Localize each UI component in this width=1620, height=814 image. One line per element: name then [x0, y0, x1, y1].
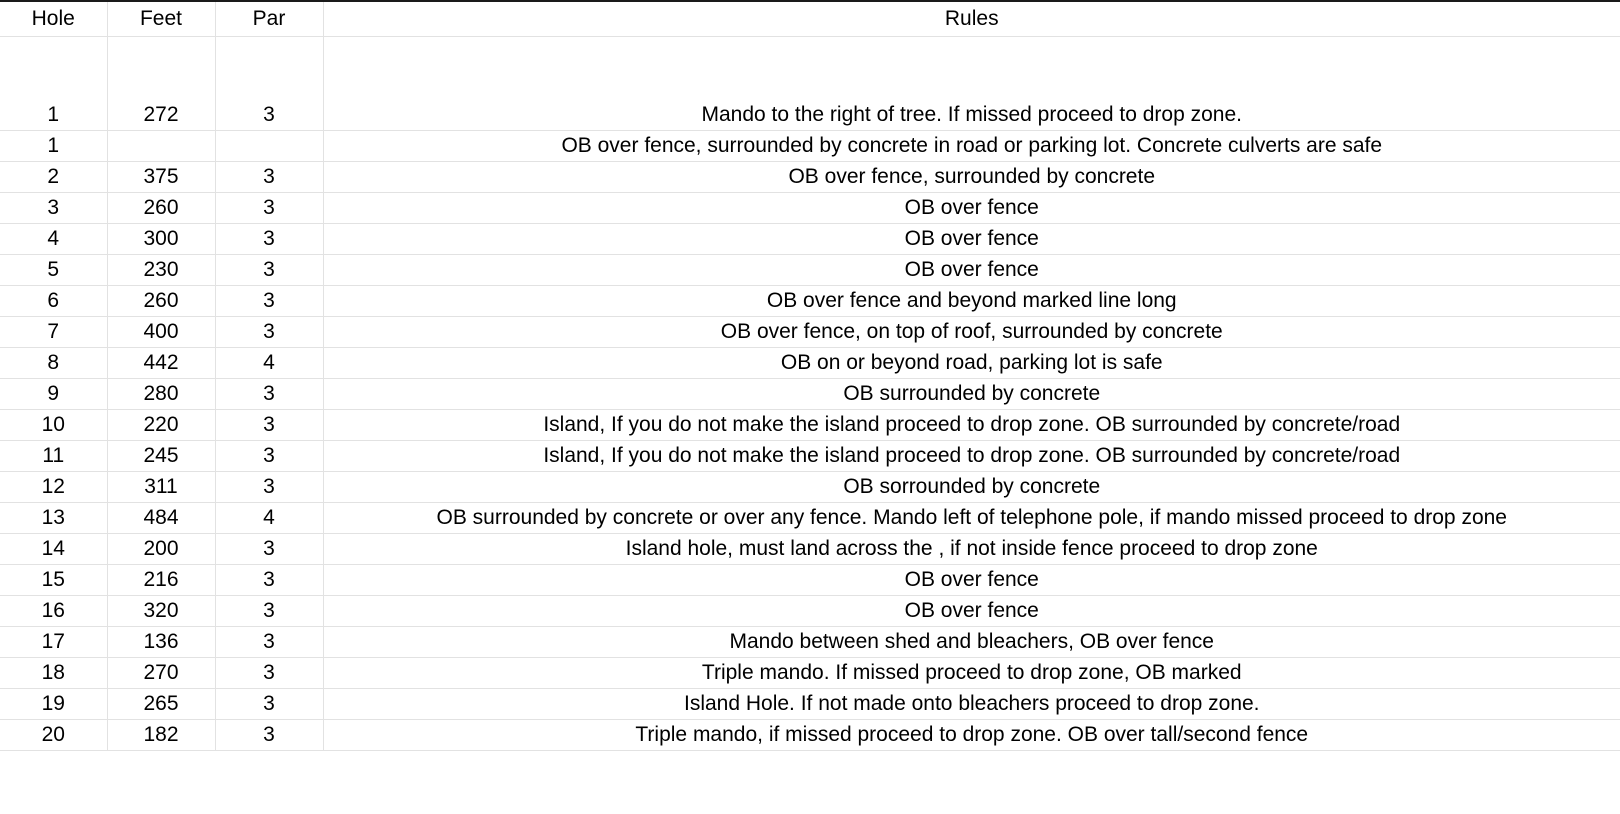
feet-cell[interactable] — [107, 130, 215, 161]
feet-cell[interactable]: 216 — [107, 564, 215, 595]
par-cell[interactable]: 3 — [215, 409, 323, 440]
feet-cell[interactable]: 272 — [107, 97, 215, 130]
par-cell[interactable]: 3 — [215, 285, 323, 316]
feet-cell[interactable]: 260 — [107, 285, 215, 316]
feet-cell[interactable]: 375 — [107, 161, 215, 192]
par-cell[interactable]: 3 — [215, 626, 323, 657]
rules-cell[interactable]: OB over fence — [323, 254, 1620, 285]
table-row — [0, 595, 1620, 626]
par-cell[interactable]: 3 — [215, 254, 323, 285]
rules-cell[interactable]: OB over fence, surrounded by concrete — [323, 161, 1620, 192]
header-par[interactable]: Par — [215, 2, 323, 36]
empty-cell[interactable] — [323, 36, 1620, 97]
rules-cell[interactable]: OB over fence — [323, 192, 1620, 223]
par-cell[interactable]: 3 — [215, 316, 323, 347]
rules-cell[interactable]: Triple mando. If missed proceed to drop zone, OB marked — [323, 657, 1620, 688]
feet-cell[interactable]: 400 — [107, 316, 215, 347]
hole-cell[interactable]: 10 — [0, 409, 107, 440]
table-row — [0, 471, 1620, 502]
header-row — [0, 2, 1620, 36]
feet-cell[interactable]: 136 — [107, 626, 215, 657]
table-row — [0, 316, 1620, 347]
table-row — [0, 719, 1620, 750]
header-rules[interactable]: Rules — [323, 2, 1620, 36]
hole-cell[interactable]: 7 — [0, 316, 107, 347]
hole-cell[interactable]: 3 — [0, 192, 107, 223]
feet-cell[interactable]: 260 — [107, 192, 215, 223]
table-row — [0, 378, 1620, 409]
par-cell[interactable]: 3 — [215, 719, 323, 750]
table-row — [0, 564, 1620, 595]
rules-cell[interactable]: Island hole, must land across the , if not inside fence proceed to drop zone — [323, 533, 1620, 564]
empty-cell[interactable] — [215, 36, 323, 97]
feet-cell[interactable]: 280 — [107, 378, 215, 409]
hole-cell[interactable]: 11 — [0, 440, 107, 471]
table-row — [0, 285, 1620, 316]
hole-cell[interactable]: 17 — [0, 626, 107, 657]
table-row — [0, 440, 1620, 471]
par-cell[interactable]: 3 — [215, 595, 323, 626]
par-cell[interactable]: 3 — [215, 688, 323, 719]
table-row — [0, 533, 1620, 564]
rules-cell[interactable]: OB over fence — [323, 564, 1620, 595]
rules-cell[interactable]: Island, If you do not make the island proceed to drop zone. OB surrounded by concrete/road — [323, 409, 1620, 440]
rules-cell[interactable]: Mando to the right of tree. If missed proceed to drop zone. — [323, 97, 1620, 130]
par-cell[interactable]: 3 — [215, 192, 323, 223]
rules-cell[interactable]: OB over fence, on top of roof, surrounded by concrete — [323, 316, 1620, 347]
par-cell[interactable]: 3 — [215, 533, 323, 564]
table-row — [0, 657, 1620, 688]
rules-cell[interactable]: Mando between shed and bleachers, OB over fence — [323, 626, 1620, 657]
feet-cell[interactable]: 442 — [107, 347, 215, 378]
hole-cell[interactable]: 5 — [0, 254, 107, 285]
rules-cell[interactable]: OB on or beyond road, parking lot is safe — [323, 347, 1620, 378]
hole-cell[interactable]: 1 — [0, 130, 107, 161]
feet-cell[interactable]: 311 — [107, 471, 215, 502]
table-row — [0, 409, 1620, 440]
feet-cell[interactable]: 270 — [107, 657, 215, 688]
rules-cell[interactable]: OB surrounded by concrete — [323, 378, 1620, 409]
table-row — [0, 254, 1620, 285]
par-cell[interactable]: 3 — [215, 161, 323, 192]
table-row — [0, 192, 1620, 223]
feet-cell[interactable]: 220 — [107, 409, 215, 440]
header-hole[interactable]: Hole — [0, 2, 107, 36]
rules-cell[interactable]: OB surrounded by concrete or over any fence. Mando left of telephone pole, if mando missed proceed to drop zone — [323, 502, 1620, 533]
par-cell[interactable]: 3 — [215, 378, 323, 409]
hole-cell[interactable]: 15 — [0, 564, 107, 595]
par-cell[interactable]: 3 — [215, 657, 323, 688]
empty-cell[interactable] — [0, 36, 107, 97]
par-cell[interactable]: 4 — [215, 347, 323, 378]
table-row — [0, 223, 1620, 254]
empty-cell[interactable] — [107, 36, 215, 97]
hole-cell[interactable]: 6 — [0, 285, 107, 316]
rules-cell[interactable]: OB over fence — [323, 595, 1620, 626]
hole-cell[interactable]: 2 — [0, 161, 107, 192]
feet-cell[interactable]: 245 — [107, 440, 215, 471]
table-row — [0, 97, 1620, 130]
hole-cell[interactable]: 14 — [0, 533, 107, 564]
feet-cell[interactable]: 300 — [107, 223, 215, 254]
hole-cell[interactable]: 4 — [0, 223, 107, 254]
par-cell[interactable]: 3 — [215, 97, 323, 130]
table-row — [0, 502, 1620, 533]
table-row — [0, 688, 1620, 719]
feet-cell[interactable]: 182 — [107, 719, 215, 750]
hole-cell[interactable]: 13 — [0, 502, 107, 533]
hole-cell[interactable]: 20 — [0, 719, 107, 750]
hole-cell[interactable]: 9 — [0, 378, 107, 409]
rules-cell[interactable]: Island Hole. If not made onto bleachers proceed to drop zone. — [323, 688, 1620, 719]
hole-cell[interactable]: 16 — [0, 595, 107, 626]
rules-cell[interactable]: OB over fence, surrounded by concrete in road or parking lot. Concrete culverts are safe — [323, 130, 1620, 161]
rules-cell[interactable]: OB sorrounded by concrete — [323, 471, 1620, 502]
table-row — [0, 130, 1620, 161]
hole-cell[interactable]: 18 — [0, 657, 107, 688]
header-feet[interactable]: Feet — [107, 2, 215, 36]
rules-cell[interactable]: OB over fence and beyond marked line long — [323, 285, 1620, 316]
table-row — [0, 347, 1620, 378]
hole-cell[interactable]: 8 — [0, 347, 107, 378]
par-cell[interactable] — [215, 130, 323, 161]
rules-cell[interactable]: Island, If you do not make the island proceed to drop zone. OB surrounded by concrete/road — [323, 440, 1620, 471]
feet-cell[interactable]: 265 — [107, 688, 215, 719]
par-cell[interactable]: 3 — [215, 564, 323, 595]
feet-cell[interactable]: 484 — [107, 502, 215, 533]
table-row — [0, 626, 1620, 657]
feet-cell[interactable]: 230 — [107, 254, 215, 285]
table-row — [0, 161, 1620, 192]
hole-rules-table — [0, 2, 1620, 751]
hole-cell[interactable]: 19 — [0, 688, 107, 719]
rules-cell[interactable]: Triple mando, if missed proceed to drop zone. OB over tall/second fence — [323, 719, 1620, 750]
par-cell[interactable]: 4 — [215, 502, 323, 533]
hole-cell[interactable]: 12 — [0, 471, 107, 502]
par-cell[interactable]: 3 — [215, 223, 323, 254]
hole-cell[interactable]: 1 — [0, 97, 107, 130]
par-cell[interactable]: 3 — [215, 471, 323, 502]
par-cell[interactable]: 3 — [215, 440, 323, 471]
feet-cell[interactable]: 200 — [107, 533, 215, 564]
empty-row — [0, 36, 1620, 97]
rules-cell[interactable]: OB over fence — [323, 223, 1620, 254]
feet-cell[interactable]: 320 — [107, 595, 215, 626]
